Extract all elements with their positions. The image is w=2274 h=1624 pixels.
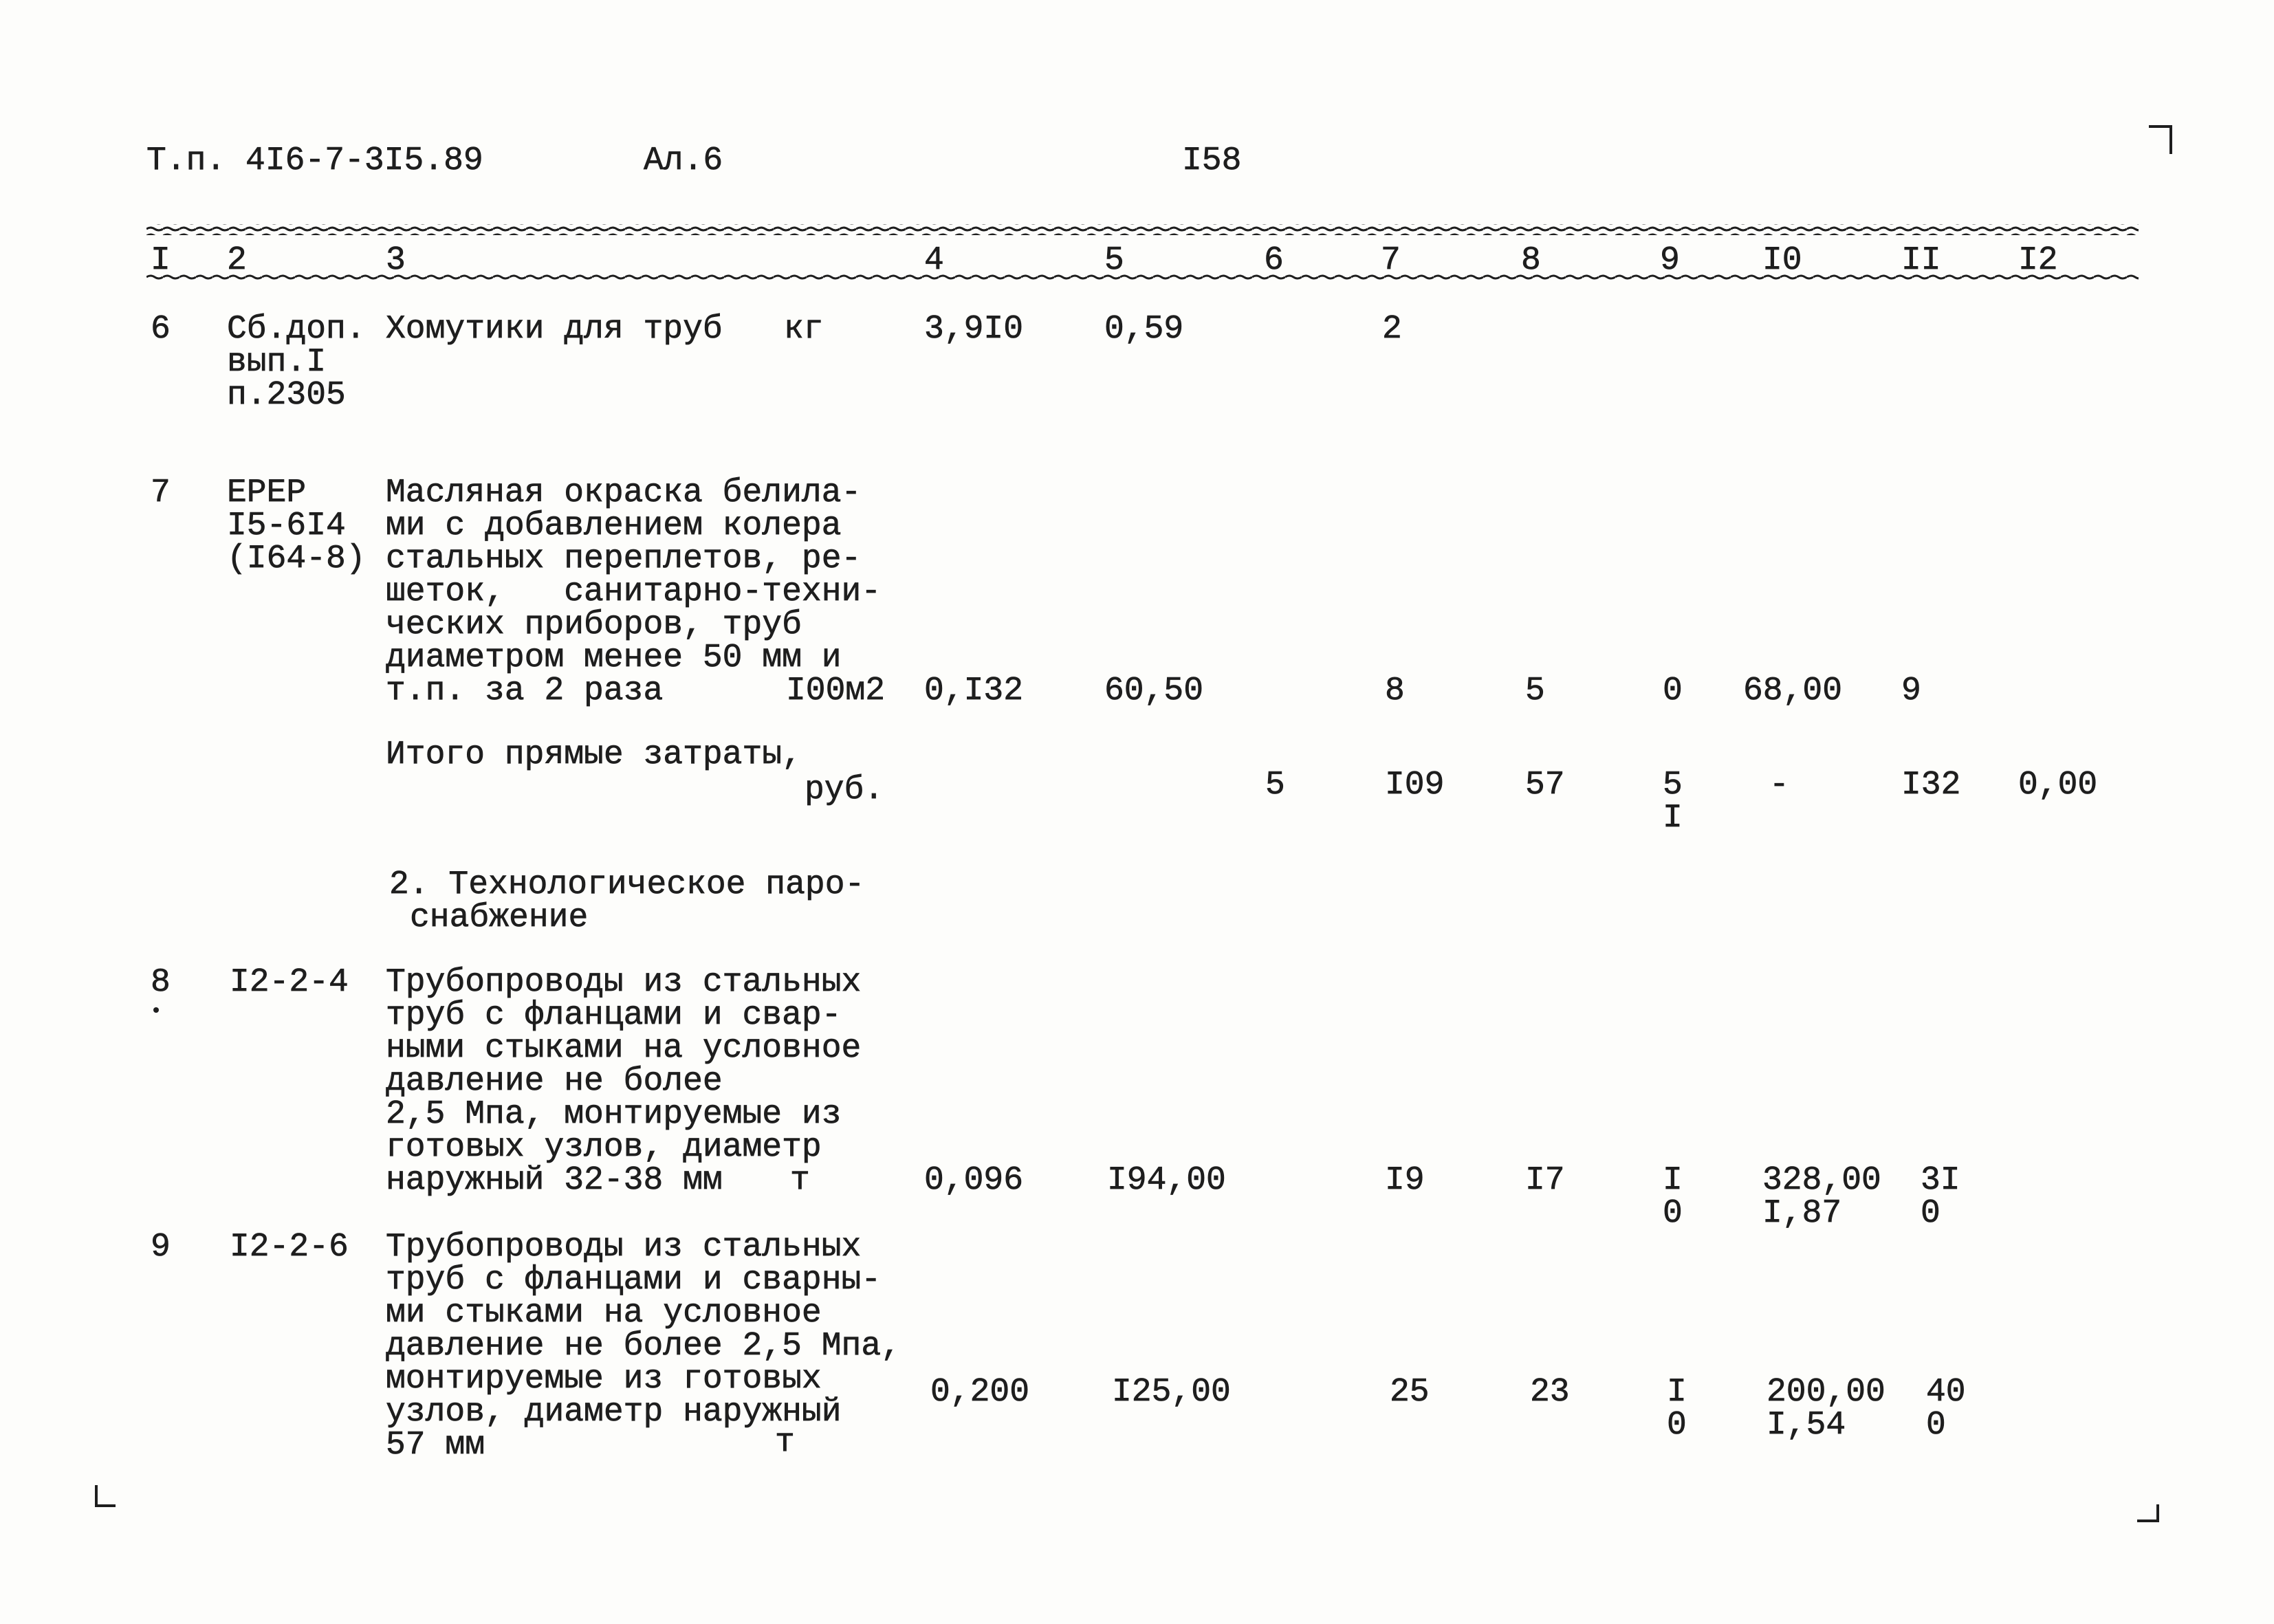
- row-description: Трубопроводы из стальных труб с фланцами и свар- ными стыками на условное давление не более 2,5 Мпа, монтируемые из готовых узлов, диаметр наружный 32-38 мм: [386, 964, 862, 1199]
- col-11-value: 3I 0: [1921, 1162, 1960, 1232]
- column-header-2: 2: [227, 242, 247, 279]
- table-row: [0, 964, 2274, 1232]
- page-number: I58: [1182, 142, 1242, 179]
- section-heading: [0, 866, 2274, 936]
- column-header-8: 8: [1521, 242, 1541, 279]
- column-header-4: 4: [924, 242, 944, 279]
- column-header-7: 7: [1381, 242, 1401, 279]
- table-row: [0, 474, 2274, 710]
- col-4-value: 0,200: [930, 1374, 1030, 1411]
- row-code: Сб.доп. вып.I п.2305: [227, 311, 366, 414]
- column-header-6: 6: [1264, 242, 1284, 279]
- top-rule-lower: [146, 228, 2139, 235]
- bottom-rule: [146, 274, 2139, 281]
- corner-mark-bottom-right: [2137, 1504, 2159, 1522]
- row-number: 7: [151, 474, 171, 512]
- column-header-5: 5: [1104, 242, 1124, 279]
- col-11-value: 9: [1901, 672, 1921, 710]
- table-header-rules: [146, 219, 2139, 287]
- row-description: Трубопроводы из стальных труб с фланцами и сварны- ми стыками на условное давление не более 2,5 Мпа, монтируемые из готовых узлов, диаметр наружный 57 мм: [386, 1229, 901, 1464]
- total-row: [0, 736, 2274, 837]
- corner-mark-top-right: [2149, 125, 2172, 154]
- col-9-value: I 0: [1663, 1162, 1683, 1232]
- column-header-12: I2: [2018, 242, 2058, 279]
- col-4-value: 0,096: [924, 1162, 1024, 1199]
- col-7-value: I9: [1385, 1162, 1425, 1199]
- mark-dot: [153, 1007, 159, 1013]
- col-5-value: 60,50: [1104, 672, 1204, 710]
- row-number: 6: [151, 311, 171, 348]
- row-unit: I00м2: [786, 672, 886, 710]
- row-number: 8: [151, 964, 171, 1001]
- col-10-value: 68,00: [1743, 672, 1843, 710]
- row-number: 9: [151, 1229, 171, 1266]
- corner-mark-bottom-left: [95, 1485, 116, 1507]
- album-label: Ал.6: [644, 142, 723, 179]
- col-8-value: 23: [1530, 1374, 1570, 1411]
- col-11-value: 40 0: [1926, 1374, 1966, 1444]
- document-code: Т.п. 4I6-7-3I5.89: [146, 142, 483, 179]
- row-code: I2-2-4: [230, 964, 349, 1001]
- col-10-value: -: [1769, 767, 1789, 804]
- col-4-value: 3,9I0: [924, 311, 1024, 348]
- col-9-value: 5 I: [1663, 767, 1683, 837]
- column-header-11: II: [1901, 242, 1941, 279]
- col-5-value: 0,59: [1104, 311, 1184, 348]
- col-9-value: 0: [1663, 672, 1683, 710]
- col-12-value: 0,00: [2018, 767, 2098, 804]
- row-unit: кг: [784, 311, 824, 348]
- col-7-value: 25: [1390, 1374, 1430, 1411]
- total-label: Итого прямые затраты,: [386, 736, 802, 773]
- section-heading-line-2: снабжение: [410, 899, 589, 936]
- col-5-value: I94,00: [1107, 1162, 1226, 1199]
- row-code: I2-2-6: [230, 1229, 349, 1266]
- row-description: Масляная окраска белила- ми с добавлением колера стальных переплетов, ре- шеток, санитарно-техни- ческих приборов, труб диаметром менее 50 мм и т.п. за 2 раза: [386, 474, 882, 710]
- col-5-value: I25,00: [1112, 1374, 1231, 1411]
- row-unit: т: [790, 1162, 810, 1199]
- row-description: Хомутики для труб: [386, 311, 723, 348]
- col-6-value: 5: [1265, 767, 1285, 804]
- table-row: [0, 311, 2274, 414]
- column-header-3: 3: [386, 242, 406, 279]
- col-9-value: I 0: [1667, 1374, 1687, 1444]
- col-7-value: I09: [1385, 767, 1445, 804]
- col-4-value: 0,I32: [924, 672, 1024, 710]
- row-code: ЕРЕР I5-6I4 (I64-8): [227, 474, 366, 578]
- col-10-value: 328,00 I,87: [1762, 1162, 1881, 1232]
- column-header-1: I: [151, 242, 171, 279]
- col-11-value: I32: [1901, 767, 1961, 804]
- col-7-value: 8: [1385, 672, 1405, 710]
- col-10-value: 200,00 I,54: [1767, 1374, 1885, 1444]
- column-header-9: 9: [1660, 242, 1680, 279]
- col-7-value: 2: [1382, 311, 1402, 348]
- row-unit: т: [775, 1424, 795, 1461]
- col-8-value: I7: [1525, 1162, 1565, 1199]
- total-unit: руб.: [805, 771, 884, 809]
- section-heading-line-1: 2. Технологическое паро-: [389, 866, 865, 903]
- col-8-value: 57: [1525, 767, 1565, 804]
- column-header-10: I0: [1762, 242, 1802, 279]
- col-8-value: 5: [1525, 672, 1545, 710]
